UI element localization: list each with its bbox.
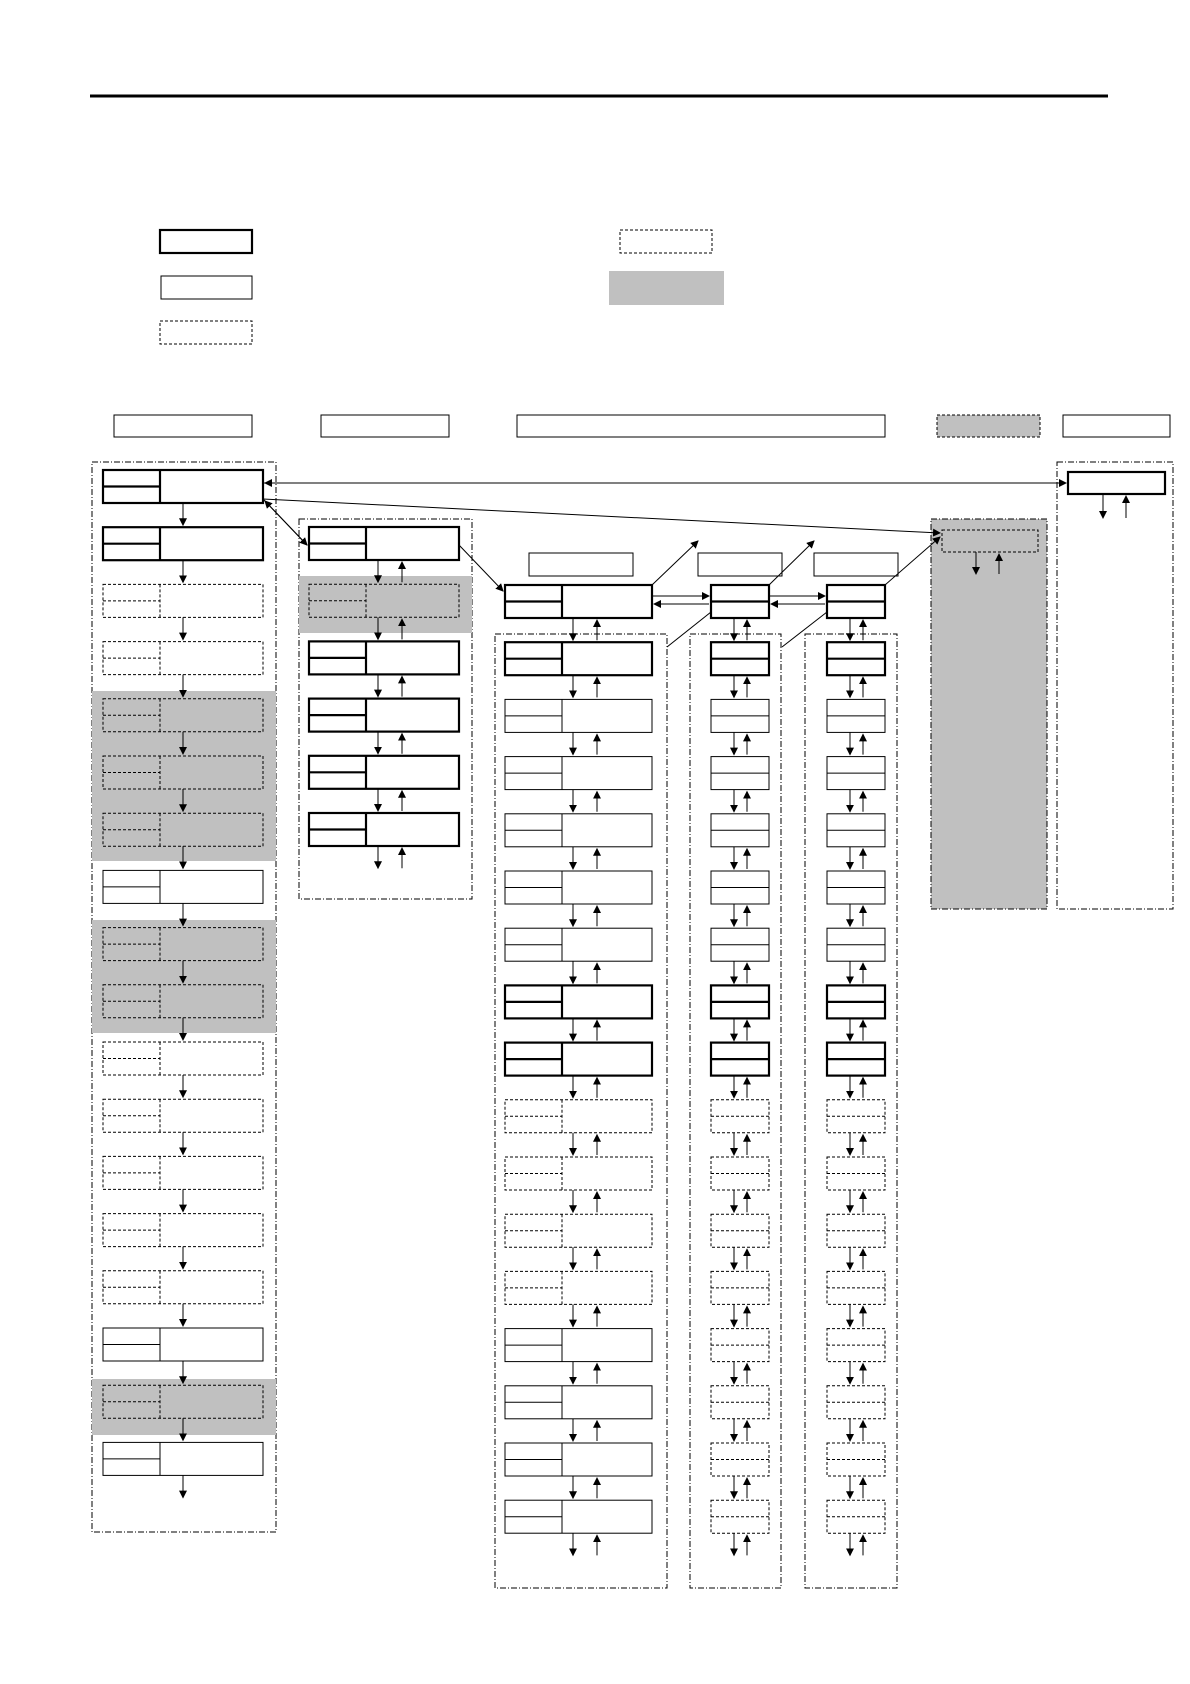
- column-e-box-frame: [827, 1271, 885, 1304]
- column-a-box-1[interactable]: [103, 470, 263, 503]
- link-c1-to-sub2: [652, 541, 698, 585]
- column-d-box-9[interactable]: [711, 1043, 769, 1076]
- column-e-box-10[interactable]: [827, 1100, 885, 1133]
- column-c-box-9[interactable]: [505, 1043, 652, 1076]
- column-d-box-15[interactable]: [711, 1386, 769, 1419]
- column-e-box-12[interactable]: [827, 1214, 885, 1247]
- column-header-3: [517, 415, 885, 437]
- column-d-box-frame: [711, 1157, 769, 1190]
- column-a-shade-1: [92, 691, 276, 861]
- column-e-box-4[interactable]: [827, 757, 885, 790]
- column-f-container: [931, 519, 1047, 909]
- column-g-box-frame: [1068, 472, 1165, 494]
- column-a-shade-3: [92, 1379, 276, 1435]
- column-e-box-17[interactable]: [827, 1500, 885, 1533]
- link-c-to-d-diag: [667, 612, 711, 647]
- column-b-box-5[interactable]: [309, 756, 459, 789]
- column-d-box-14[interactable]: [711, 1329, 769, 1362]
- column-e-box-16[interactable]: [827, 1443, 885, 1476]
- column-c-box-8[interactable]: [505, 985, 652, 1018]
- column-d-box-8[interactable]: [711, 985, 769, 1018]
- column-a-box-4[interactable]: [103, 642, 263, 675]
- column-d-box-17[interactable]: [711, 1500, 769, 1533]
- column-e-box-frame: [827, 1329, 885, 1362]
- column-c-container: [495, 634, 667, 1588]
- column-d-box-frame: [711, 1386, 769, 1419]
- column-e-box-frame: [827, 1157, 885, 1190]
- column-e-box-6[interactable]: [827, 871, 885, 904]
- column-b-box-1[interactable]: [309, 527, 459, 560]
- column-d-box-13[interactable]: [711, 1271, 769, 1304]
- column-c-box-10[interactable]: [505, 1100, 652, 1133]
- sub-header-1: [529, 553, 633, 576]
- legend-normal-box: [161, 276, 252, 299]
- column-g-box[interactable]: [1068, 472, 1165, 494]
- sub-header-3: [814, 553, 898, 576]
- column-e-box-frame: [827, 1386, 885, 1419]
- column-e-box-9[interactable]: [827, 1043, 885, 1076]
- column-d-box-6[interactable]: [711, 871, 769, 904]
- column-d-box-frame: [711, 1214, 769, 1247]
- column-header-5: [1063, 415, 1170, 437]
- link-b1-to-a1: [265, 501, 307, 545]
- column-a-box-frame: [103, 1214, 263, 1247]
- column-c-box-3[interactable]: [505, 699, 652, 732]
- column-header-1: [114, 415, 252, 437]
- column-e-box-14[interactable]: [827, 1329, 885, 1362]
- column-header-2: [321, 415, 449, 437]
- column-e-box-3[interactable]: [827, 699, 885, 732]
- column-c-box-13[interactable]: [505, 1271, 652, 1304]
- column-a-box-18[interactable]: [103, 1442, 263, 1475]
- column-c-box-11[interactable]: [505, 1157, 652, 1190]
- column-a-box-13[interactable]: [103, 1156, 263, 1189]
- legend-small-dashed-box: [620, 230, 712, 253]
- column-d-box-5[interactable]: [711, 814, 769, 847]
- column-a-box-11[interactable]: [103, 1042, 263, 1075]
- column-c-box-14[interactable]: [505, 1329, 652, 1362]
- column-d-box-2[interactable]: [711, 642, 769, 675]
- column-c-box-15[interactable]: [505, 1386, 652, 1419]
- column-d-box-3[interactable]: [711, 699, 769, 732]
- column-b-box-4[interactable]: [309, 699, 459, 732]
- column-c-box-17[interactable]: [505, 1500, 652, 1533]
- column-g-container: [1057, 462, 1173, 909]
- column-e-box-5[interactable]: [827, 814, 885, 847]
- column-a-box-12[interactable]: [103, 1099, 263, 1132]
- column-e-box-11[interactable]: [827, 1157, 885, 1190]
- column-d-box-frame: [711, 1329, 769, 1362]
- column-d-box-10[interactable]: [711, 1100, 769, 1133]
- column-a-box-frame: [103, 642, 263, 675]
- column-e-box-frame: [827, 1500, 885, 1533]
- column-e-box-15[interactable]: [827, 1386, 885, 1419]
- column-c-box-12[interactable]: [505, 1214, 652, 1247]
- column-a-box-8[interactable]: [103, 870, 263, 903]
- column-d-box-frame: [711, 1271, 769, 1304]
- column-a-box-16[interactable]: [103, 1328, 263, 1361]
- column-e-box-7[interactable]: [827, 928, 885, 961]
- column-e-box-frame: [827, 1443, 885, 1476]
- column-c-box-1[interactable]: [505, 585, 652, 618]
- sub-header-2: [698, 553, 782, 576]
- column-a-box-frame: [103, 584, 263, 617]
- column-a-box-2[interactable]: [103, 527, 263, 560]
- column-d-box-11[interactable]: [711, 1157, 769, 1190]
- column-a-box-frame: [103, 1099, 263, 1132]
- column-d-box-frame: [711, 1443, 769, 1476]
- column-d-box-1[interactable]: [711, 585, 769, 618]
- column-a-box-3[interactable]: [103, 584, 263, 617]
- column-d-box-16[interactable]: [711, 1443, 769, 1476]
- column-d-box-frame: [711, 1500, 769, 1533]
- column-b-box-6[interactable]: [309, 813, 459, 846]
- column-a-box-frame: [103, 1042, 263, 1075]
- column-c-box-7[interactable]: [505, 928, 652, 961]
- column-headers: [114, 415, 1170, 437]
- column-e-box-13[interactable]: [827, 1271, 885, 1304]
- column-a-box-frame: [103, 1156, 263, 1189]
- column-d-box-frame: [711, 1100, 769, 1133]
- legend: [160, 230, 724, 344]
- column-e-box-8[interactable]: [827, 985, 885, 1018]
- column-e-box-1[interactable]: [827, 585, 885, 618]
- column-c-box-2[interactable]: [505, 642, 652, 675]
- column-a-box-15[interactable]: [103, 1271, 263, 1304]
- column-e-box-frame: [827, 1214, 885, 1247]
- legend-bold-box: [160, 230, 252, 253]
- column-e-box-2[interactable]: [827, 642, 885, 675]
- legend-dashed-box: [160, 321, 252, 344]
- column-a-box-frame: [103, 1271, 263, 1304]
- column-d-container: [690, 634, 781, 1588]
- column-a-shade-2: [92, 920, 276, 1033]
- column-c-box-4[interactable]: [505, 757, 652, 790]
- column-c-box-16[interactable]: [505, 1443, 652, 1476]
- column-c-box-5[interactable]: [505, 814, 652, 847]
- column-a-box-14[interactable]: [103, 1214, 263, 1247]
- column-d-box-12[interactable]: [711, 1214, 769, 1247]
- legend-shaded-area: [609, 271, 724, 305]
- column-d-box-4[interactable]: [711, 757, 769, 790]
- column-d-box-7[interactable]: [711, 928, 769, 961]
- column-b-box-3[interactable]: [309, 641, 459, 674]
- column-e-container: [805, 634, 897, 1588]
- sub-headers: [529, 553, 898, 576]
- column-e-box-frame: [827, 1100, 885, 1133]
- column-header-4: [937, 415, 1040, 437]
- column-c-box-6[interactable]: [505, 871, 652, 904]
